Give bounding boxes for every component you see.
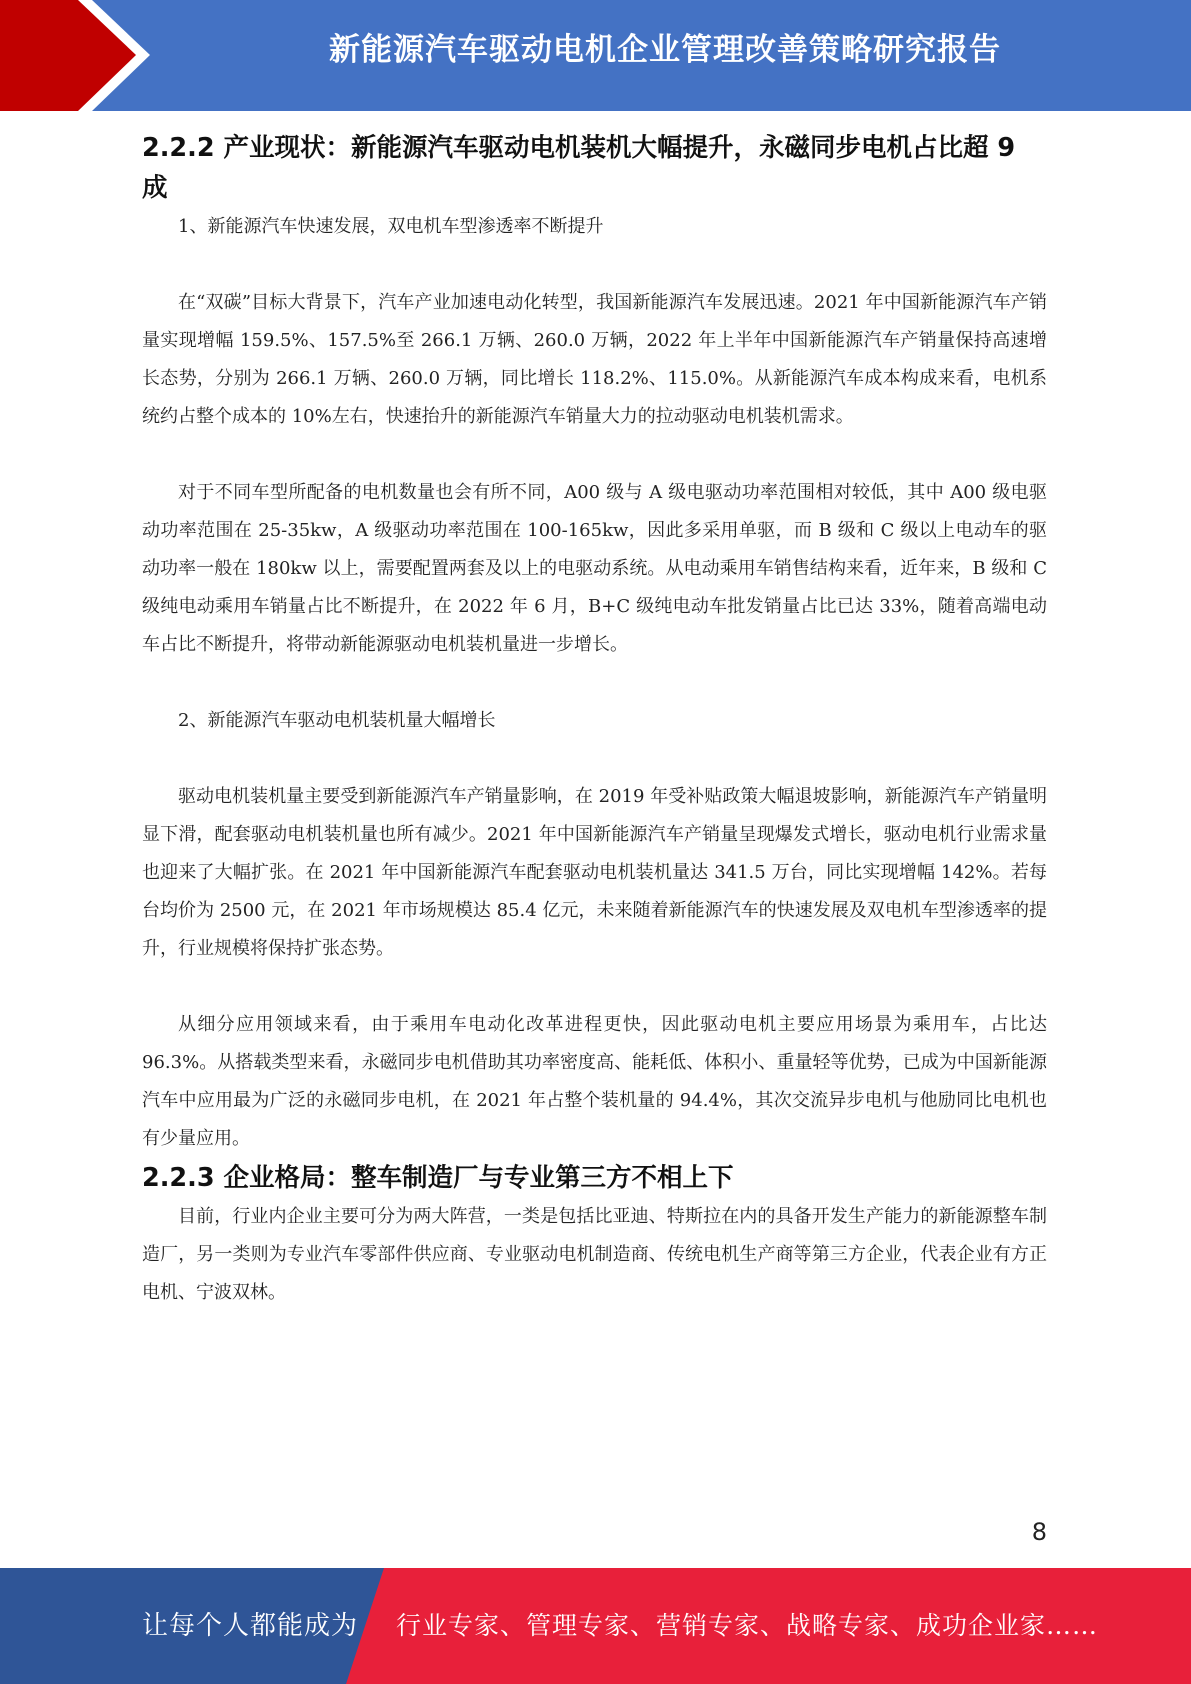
- paragraph: 目前，行业内企业主要可分为两大阵营，一类是包括比亚迪、特斯拉在内的具备开发生产能力的新能源整车制造厂，另一类则为专业汽车零部件供应商、专业驱动电机制造商、传统电机生产商等第三方企业，代表企业有方正电机、宁波双林。: [142, 1206, 1047, 1303]
- header-banner: [0, 0, 1191, 111]
- subsection-title-2: 2、新能源汽车驱动电机装机量大幅增长: [178, 710, 496, 731]
- footer-banner: [0, 1568, 1191, 1684]
- paragraph: 从细分应用领域来看，由于乘用车电动化改革进程更快，因此驱动电机主要应用场景为乘用车，占比达 96.3%。从搭载类型来看，永磁同步电机借助其功率密度高、能耗低、体积小、重量轻等优势，已成为中国新能源汽车中应用最为广泛的永磁同步电机，在 2021 年占整个装机量的 94.4%，其次交流异步电机与他励同比电机也有少量应用。: [142, 1014, 1047, 1149]
- section-heading-2-2-3: 2.2.3 企业格局：整车制造厂与专业第三方不相上下: [142, 1163, 734, 1193]
- page-content: [142, 128, 1047, 1312]
- footer-slogan-left: 让每个人都能成为: [142, 1611, 359, 1641]
- page-number: 8: [1031, 1518, 1047, 1546]
- paragraph: 在“双碳”目标大背景下，汽车产业加速电动化转型，我国新能源汽车发展迅速。2021 年中国新能源汽车产销量实现增幅 159.5%、157.5%至 266.1 万辆、260.0 万辆，2022 年上半年中国新能源汽车产销量保持高速增长态势，分别为 266.1 万辆、260.0 万辆，同比增长 118.2%、115.0%。从新能源汽车成本构成来看，电机系统约占整个成本的 10%左右，快速抬升的新能源汽车销量大力的拉动驱动电机装机需求。: [142, 292, 1047, 427]
- paragraph: 对于不同车型所配备的电机数量也会有所不同，A00 级与 A 级电驱动功率范围相对较低，其中 A00 级电驱动功率范围在 25-35kw，A 级驱动功率范围在 100-165kw，因此多采用单驱，而 B 级和 C 级以上电动车的驱动功率一般在 180kw 以上，需要配置两套及以上的电驱动系统。从电动乘用车销售结构来看，近年来，B 级和 C 级纯电动乘用车销量占比不断提升，在 2022 年 6 月，B+C 级纯电动车批发销量占比已达 33%，随着高端电动车占比不断提升，将带动新能源驱动电机装机量进一步增长。: [142, 482, 1047, 655]
- subsection-title-1: 1、新能源汽车快速发展，双电机车型渗透率不断提升: [178, 216, 604, 237]
- footer-slogan-right: 行业专家、管理专家、营销专家、战略专家、成功企业家……: [396, 1611, 1099, 1640]
- paragraph: 驱动电机装机量主要受到新能源汽车产销量影响，在 2019 年受补贴政策大幅退坡影响，新能源汽车产销量明显下滑，配套驱动电机装机量也所有减少。2021 年中国新能源汽车产销量呈现爆发式增长，驱动电机行业需求量也迎来了大幅扩张。在 2021 年中国新能源汽车配套驱动电机装机量达 341.5 万台，同比实现增幅 142%。若每台均价为 2500 元，在 2021 年市场规模达 85.4 亿元，未来随着新能源汽车的快速发展及双电机车型渗透率的提升，行业规模将保持扩张态势。: [142, 786, 1047, 959]
- document-title: 新能源汽车驱动电机企业管理改善策略研究报告: [329, 32, 1001, 68]
- section-heading-2-2-2: 2.2.2 产业现状：新能源汽车驱动电机装机大幅提升，永磁同步电机占比超 9 成: [142, 133, 1016, 203]
